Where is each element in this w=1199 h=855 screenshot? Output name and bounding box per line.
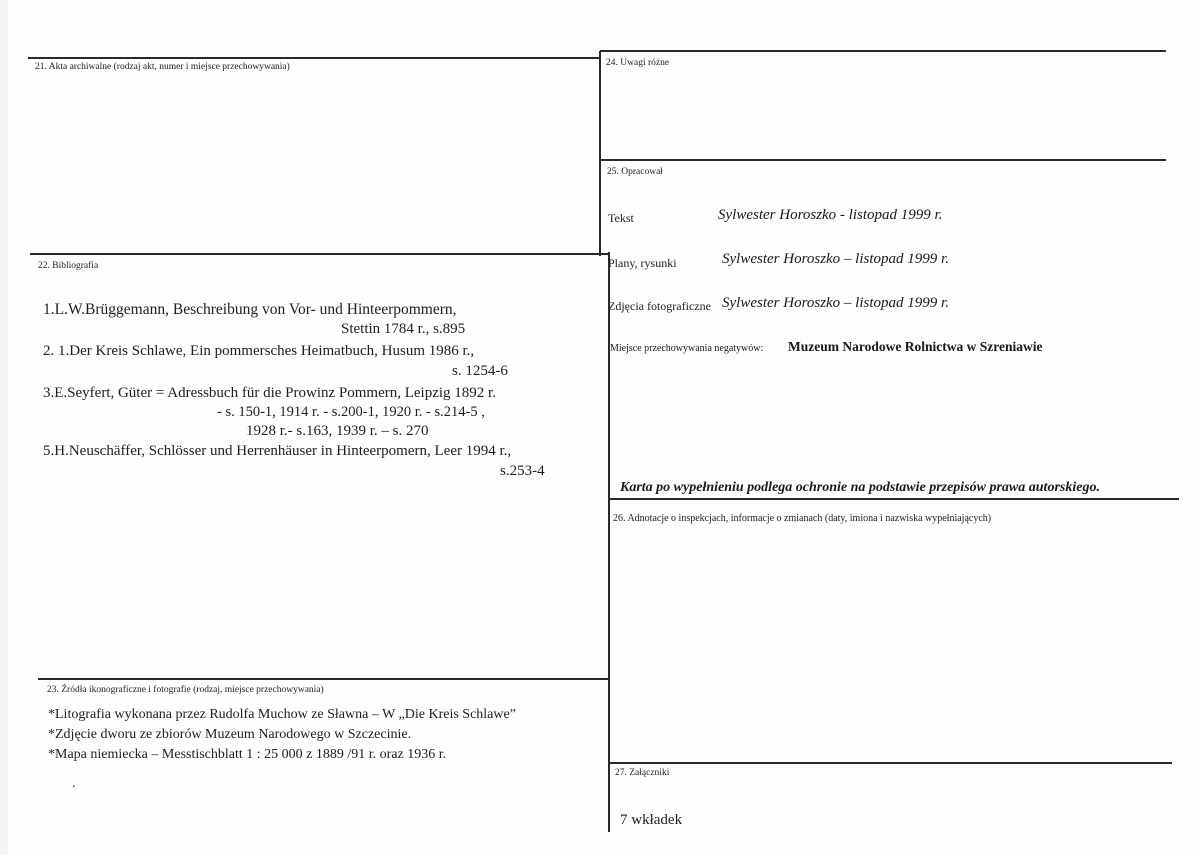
- negatives-location-key: Miejsce przechowywania negatywów:: [610, 343, 764, 354]
- stray-mark: .: [72, 776, 76, 791]
- bibliography-line: s. 1254-6: [452, 363, 508, 379]
- top-border-line-right: [600, 50, 1166, 52]
- source-line: *Zdjęcie dworu ze zbiorów Muzeum Narodowego w Szczecinie.: [48, 727, 412, 742]
- scan-edge-shadow: [0, 0, 8, 855]
- divider-22-23: [38, 678, 610, 680]
- section-26-label: 26. Adnotacje o inspekcjach, informacje o zmianach (daty, imiona i nazwiska wypełniających): [613, 513, 992, 524]
- divider-24-25: [600, 159, 1166, 161]
- bibliography-line: 1.L.W.Brüggemann, Beschreibung von Vor- und Hinteerpommern,: [43, 301, 457, 318]
- source-line: *Mapa niemiecka – Messtischblatt 1 : 25 000 z 1889 /91 r. oraz 1936 r.: [48, 747, 447, 762]
- center-divider: [599, 51, 601, 256]
- bibliography-line: 1928 r.- s.163, 1939 r. – s. 270: [246, 423, 429, 439]
- bibliography-line: s.253-4: [500, 463, 545, 479]
- attachments-value: 7 wkładek: [620, 812, 683, 828]
- section-21-label: 21. Akta archiwalne (rodzaj akt, numer i miejsce przechowywania): [35, 62, 290, 72]
- bibliography-line: 5.H.Neuschäffer, Schlösser und Herrenhäuser in Hinteerpomern, Leer 1994 r.,: [43, 443, 512, 459]
- bibliography-line: - s. 150-1, 1914 r. - s.200-1, 1920 r. - s.214-5 ,: [217, 404, 485, 420]
- section-24-label: 24. Uwagi różne: [606, 58, 670, 68]
- photos-author-value: Sylwester Horoszko – listopad 1999 r.: [722, 295, 949, 311]
- copyright-notice: Karta po wypełnieniu podlega ochronie na podstawie przepisów prawa autorskiego.: [620, 480, 1100, 495]
- center-divider-lower: [608, 252, 610, 832]
- bibliography-line: 3.E.Seyfert, Güter = Adressbuch für die Prowinz Pommern, Leipzig 1892 r.: [43, 385, 496, 401]
- section-25-label: 25. Opracował: [607, 167, 663, 177]
- text-author-key: Tekst: [608, 211, 634, 225]
- top-border-line: [28, 57, 600, 59]
- plans-author-key: Plany, rysunki: [608, 256, 677, 270]
- section-23-label: 23. Źródła ikonograficzne i fotografie (rodzaj, miejsce przechowywania): [47, 685, 324, 695]
- plans-author-value: Sylwester Horoszko – listopad 1999 r.: [722, 251, 949, 267]
- section-27-label: 27. Załączniki: [615, 768, 670, 778]
- divider-26-27: [609, 762, 1172, 764]
- divider-25-26: [609, 498, 1179, 500]
- section-22-label: 22. Bibliografia: [38, 261, 99, 271]
- bibliography-line: Stettin 1784 r., s.895: [341, 321, 466, 337]
- source-line: *Litografia wykonana przez Rudolfa Muchow ze Sławna – W „Die Kreis Schlawe”: [48, 707, 516, 722]
- bibliography-line: 2. 1.Der Kreis Schlawe, Ein pommersches Heimatbuch, Husum 1986 r.,: [43, 343, 475, 359]
- negatives-location-value: Muzeum Narodowe Rolnictwa w Szreniawie: [788, 339, 1043, 354]
- text-author-value: Sylwester Horoszko - listopad 1999 r.: [718, 207, 943, 223]
- photos-author-key: Zdjęcia fotograficzne: [608, 299, 711, 313]
- divider-21-22: [30, 253, 608, 255]
